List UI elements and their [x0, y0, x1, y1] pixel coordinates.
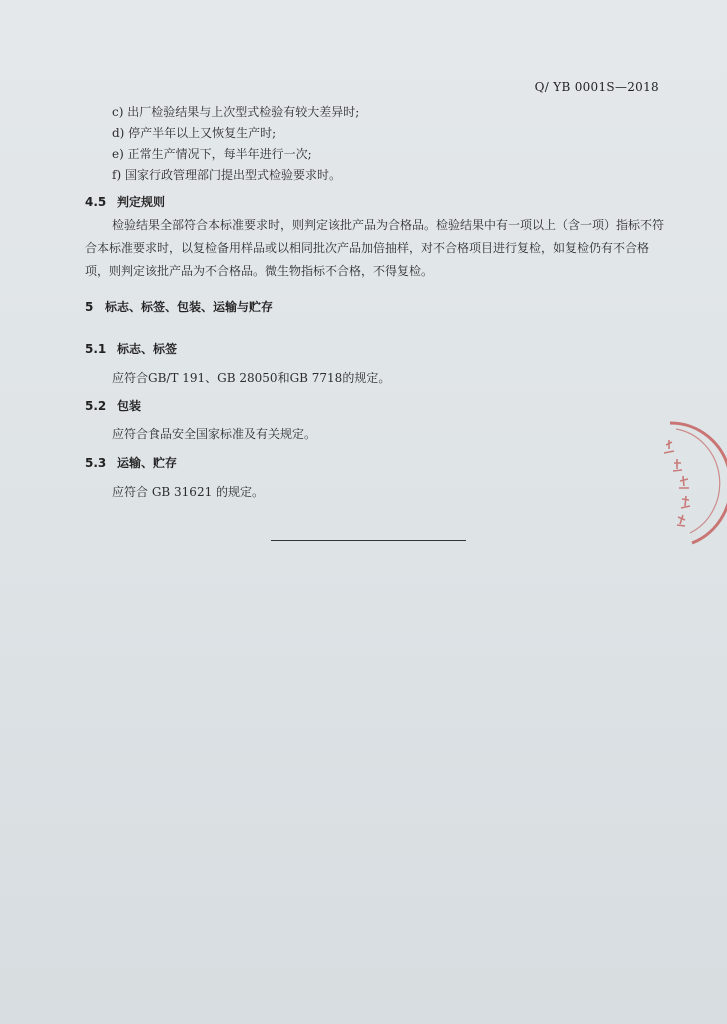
section-number: 5.3: [85, 456, 107, 470]
list-item: c) 出厂检验结果与上次型式检验有较大差异时;: [112, 105, 360, 119]
list-item: f) 国家行政管理部门提出型式检验要求时。: [112, 168, 341, 182]
section-heading-5: [85, 298, 273, 315]
section-title: 运输、贮存: [117, 456, 178, 470]
section-number: 5.2: [85, 399, 107, 413]
section-body-5-1: 应符合GB/T 191、GB 28050和GB 7718的规定。: [112, 371, 391, 385]
section-title: 包装: [117, 399, 142, 413]
condition-list: [112, 102, 359, 186]
section-heading-4-5: [85, 193, 165, 210]
section-body-5-3: 应符合 GB 31621 的规定。: [112, 485, 265, 499]
section-title: 标志、标签、包装、运输与贮存: [105, 300, 274, 314]
section-number: 4.5: [85, 195, 107, 209]
section-body-5-2: 应符合食品安全国家标准及有关规定。: [112, 427, 317, 441]
paragraph-text: 检验结果全部符合本标准要求时，则判定该批产品为合格品。检验结果中有一项以上（含一项）指标不符合本标准要求时，以复检备用样品或以相同批次产品加倍抽样，对不合格项目进行复检，如复检仍有不合格项，则判定该批产品为不合格品。微生物指标不合格，不得复检。: [85, 218, 665, 278]
section-heading-5-3: [85, 454, 177, 471]
section-number: 5.1: [85, 342, 107, 356]
list-item: d) 停产半年以上又恢复生产时;: [112, 126, 277, 140]
red-seal-stamp: [640, 415, 727, 550]
list-item: e) 正常生产情况下，每半年进行一次;: [112, 147, 312, 161]
section-heading-5-2: [85, 397, 141, 414]
section-title: 标志、标签: [117, 342, 178, 356]
section-number: 5: [85, 300, 94, 314]
end-rule: [271, 540, 466, 541]
section-title: 判定规则: [117, 195, 166, 209]
section-heading-5-1: [85, 340, 177, 357]
document-code: Q/ YB 0001S—2018: [534, 80, 659, 94]
section-body-4-5: [85, 214, 665, 283]
